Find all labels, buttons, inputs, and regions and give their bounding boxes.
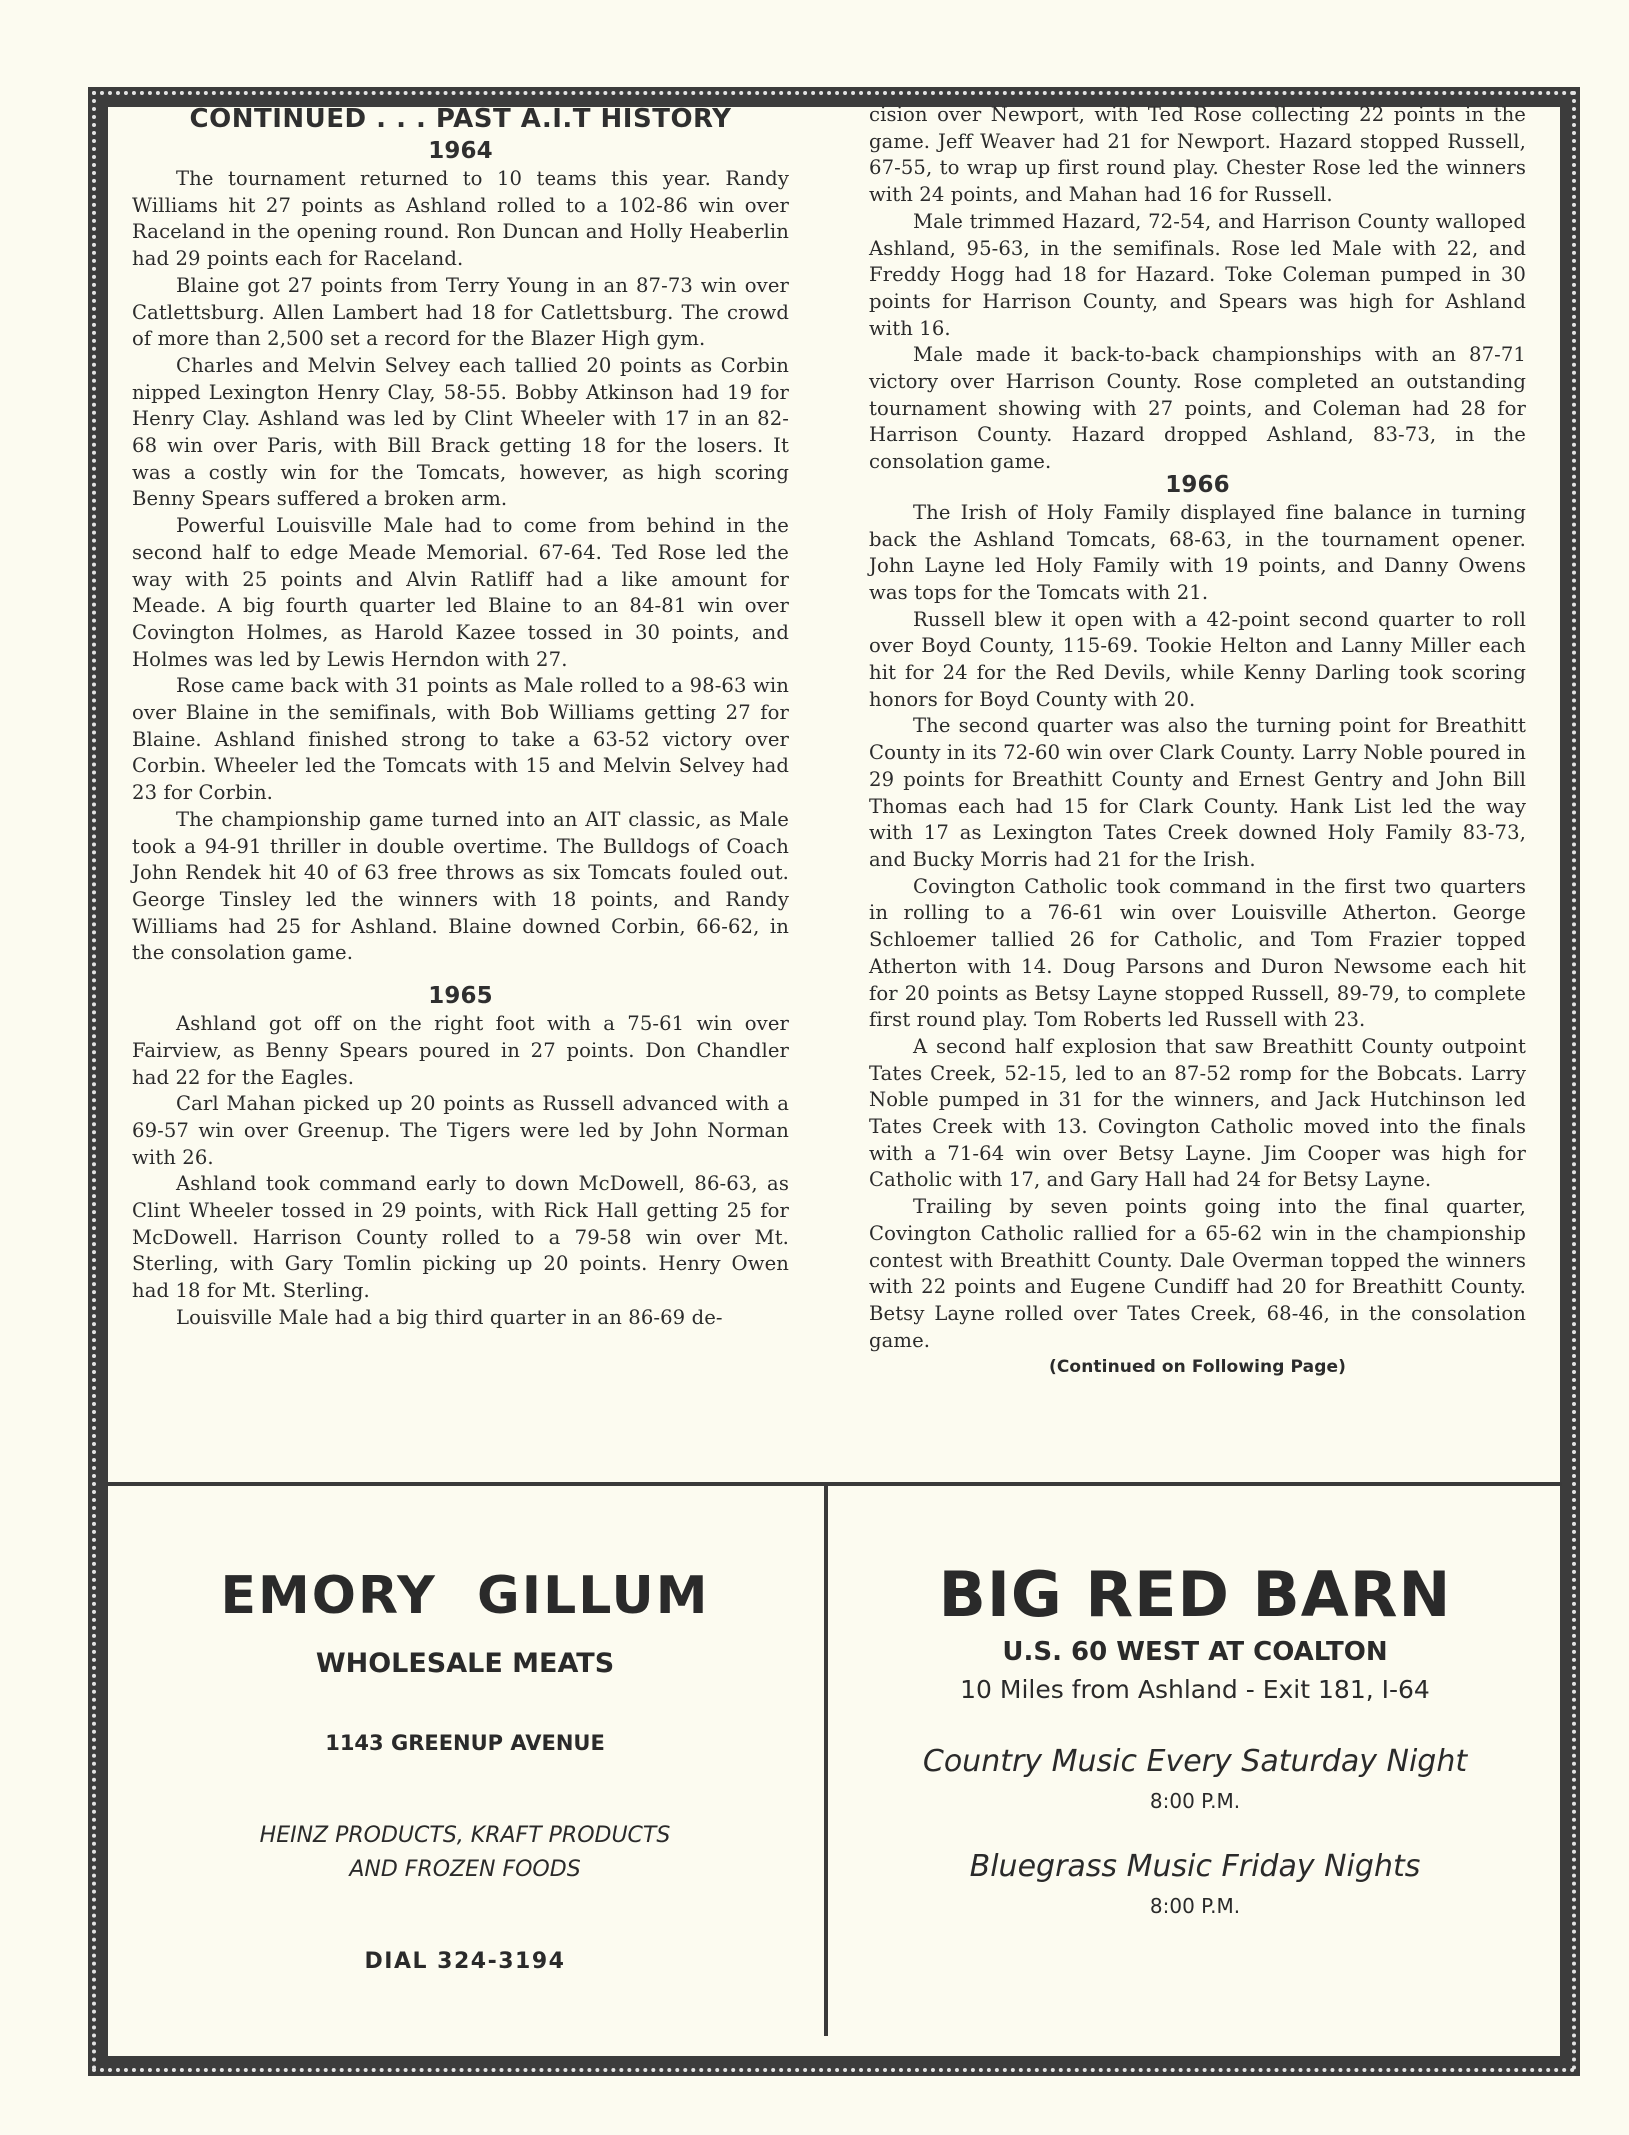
paragraph: The second quarter was also the turning point for Breathitt County in its 72-60 win over Clark County. Larry Noble poured in 29 points for Breathitt County and Ernest Gentry and John Bill Thomas each had 15 for Clark County. Hank List led the way with 17 as Lexington Tates Creek downed Holy Family 83-73, and Bucky Morris had 21 for the Irish. [869,714,1526,871]
ad-event-country: Country Music Every Saturday Night [922,1744,1468,1779]
ad-emory-gillum [106,1488,824,1974]
ad-subtitle: WHOLESALE MEATS [315,1648,615,1679]
paragraph: The Irish of Holy Family displayed fine balance in turning back the Ashland Tomcats, 68-63, in the tournament opener. John Layne led Holy Family with 19 points, and Danny Owens was tops for the Tomcats with 21. [869,500,1526,604]
horizontal-divider [106,1482,1562,1486]
ad-event-time: 8:00 P.M. [1149,1894,1241,1918]
paragraph: Blaine got 27 points from Terry Young in an 87-73 win over Catlettsburg. Allen Lambert had 18 for Catlettsburg. The crowd of more than 2,500 set a record for the Blazer High gym. [132,273,789,351]
ad-big-red-barn [828,1488,1562,1918]
ad-event-bluegrass: Bluegrass Music Friday Nights [969,1849,1421,1884]
ad-location: U.S. 60 WEST AT COALTON [1002,1637,1388,1667]
paragraph: Russell blew it open with a 42-point second quarter to roll over Boyd County, 115-69. Tookie Helton and Lanny Miller each hit for 24 for the Red Devils, while Kenny Darling took scoring honors for Boyd County with 20. [869,607,1526,711]
continued-note: (Continued on Following Page) [1048,1357,1346,1378]
article-title: CONTINUED . . . PAST A.I.T HISTORY [189,104,732,134]
paragraph: Covington Catholic took command in the first two quarters in rolling to a 76-61 win over Louisville Atherton. George Schloemer tallied 26 for Catholic, and Tom Frazier topped Atherton with 14. Doug Parsons and Duron Newsome each hit for 20 points as Betsy Layne stopped Russell, 89-79, to complete first round play. Tom Roberts led Russell with 23. [869,874,1526,1032]
paragraph: The tournament returned to 10 teams this year. Randy Williams hit 27 points as Ashland rolled to a 102-86 win over Raceland in the opening round. Ron Duncan and Holly Heaberlin had 29 points each for Raceland. [132,167,789,271]
article-right-column [869,102,1526,1378]
article-left-column [132,102,789,1332]
ad-business-name: EMORY GILLUM [220,1566,710,1626]
year-heading-1964: 1964 [428,138,493,164]
ad-products-line: AND FROZEN FOODS [349,1857,581,1882]
paragraph: Ashland took command early to down McDowell, 86-63, as Clint Wheeler tossed in 29 points, with Rick Hall getting 25 for McDowell. Harrison County rolled to a 79-58 win over Mt. Sterling, with Gary Tomlin picking up 20 points. Henry Owen had 18 for Mt. Sterling. [132,1172,789,1303]
paragraph: Charles and Melvin Selvey each tallied 20 points as Corbin nipped Lexington Henry Clay, 58-55. Bobby Atkinson had 19 for Henry Clay. Ashland was led by Clint Wheeler with 17 in an 82-68 win over Paris, with Bill Brack getting 18 for the losers. It was a costly win for the Tomcats, however, as high scoring Benny Spears suffered a broken arm. [132,353,789,511]
paragraph: Ashland got off on the right foot with a 75-61 win over Fairview, as Benny Spears poured in 27 points. Don Chandler had 22 for the Eagles. [132,1012,789,1089]
year-heading-1966: 1966 [1165,471,1230,498]
paragraph: Powerful Louisville Male had to come from behind in the second half to edge Meade Memorial. 67-64. Ted Rose led the way with 25 points and Alvin Ratliff had a like amount for Meade. A big fourth quarter led Blaine to an 84-81 win over Covington Holmes, as Harold Kazee tossed in 30 points, and Holmes was led by Lewis Herndon with 27. [132,514,789,671]
paragraph: Louisville Male had a big third quarter in an 86-69 de- [176,1305,723,1329]
year-heading-1965: 1965 [428,983,493,1010]
paragraph: Male trimmed Hazard, 72-54, and Harrison County walloped Ashland, 95-63, in the semifinals. Rose led Male with 22, and Freddy Hogg had 18 for Hazard. Toke Coleman pumped in 30 points for Harrison County, and Spears was high for Ashland with 16. [869,209,1526,340]
ad-phone: DIAL 324-3194 [364,1949,566,1974]
paragraph: The championship game turned into an AIT classic, as Male took a 94-91 thriller in double overtime. The Bulldogs of Coach John Rendek hit 40 of 63 free throws as six Tomcats fouled out. George Tinsley led the winners with 18 points, and Randy Williams had 25 for Ashland. Blaine downed Corbin, 66-62, in the consolation game. [132,807,789,965]
ad-event-time: 8:00 P.M. [1149,1789,1241,1813]
paragraph: A second half explosion that saw Breathitt County outpoint Tates Creek, 52-15, led to an 87-52 romp for the Bobcats. Larry Noble pumped in 31 for the winners, and Jack Hutchinson led Tates Creek with 13. Covington Catholic moved into the finals with a 71-64 win over Betsy Layne. Jim Cooper was high for Catholic with 17, and Gary Hall had 24 for Betsy Layne. [869,1034,1526,1192]
paragraph: Trailing by seven points going into the final quarter, Covington Catholic rallied for a 65-62 win in the championship contest with Breathitt County. Dale Overman topped the winners with 22 points and Eugene Cundiff had 20 for Breathitt County. Betsy Layne rolled over Tates Creek, 68-46, in the consolation game. [869,1195,1526,1352]
paragraph: Rose came back with 31 points as Male rolled to a 98-63 win over Blaine in the semifinals, with Bob Williams getting 27 for Blaine. Ashland finished strong to take a 63-52 victory over Corbin. Wheeler led the Tomcats with 15 and Melvin Selvey had 23 for Corbin. [132,674,789,805]
ad-business-name: BIG RED BARN [938,1558,1452,1631]
paragraph: Carl Mahan picked up 20 points as Russell advanced with a 69-57 win over Greenup. The Tigers were led by John Norman with 26. [132,1092,789,1169]
paragraph-continuation: cision over Newport, with Ted Rose collecting 22 points in the game. Jeff Weaver had 21 for Newport. Hazard stopped Russell, 67-55, to wrap up first round play. Chester Rose led the winners with 24 points, and Mahan had 16 for Russell. [869,103,1526,207]
paragraph: Male made it back-to-back championships with an 87-71 victory over Harrison County. Rose completed an outstanding tournament showing with 27 points, and Coleman had 28 for Harrison County. Hazard dropped Ashland, 83-73, in the consolation game. [869,343,1526,474]
ad-products [106,1819,824,1887]
ad-address: 1143 GREENUP AVENUE [325,1731,605,1755]
ad-directions: 10 Miles from Ashland - Exit 181, I-64 [960,1675,1430,1704]
ad-products-line: HEINZ PRODUCTS, KRAFT PRODUCTS [259,1823,671,1848]
